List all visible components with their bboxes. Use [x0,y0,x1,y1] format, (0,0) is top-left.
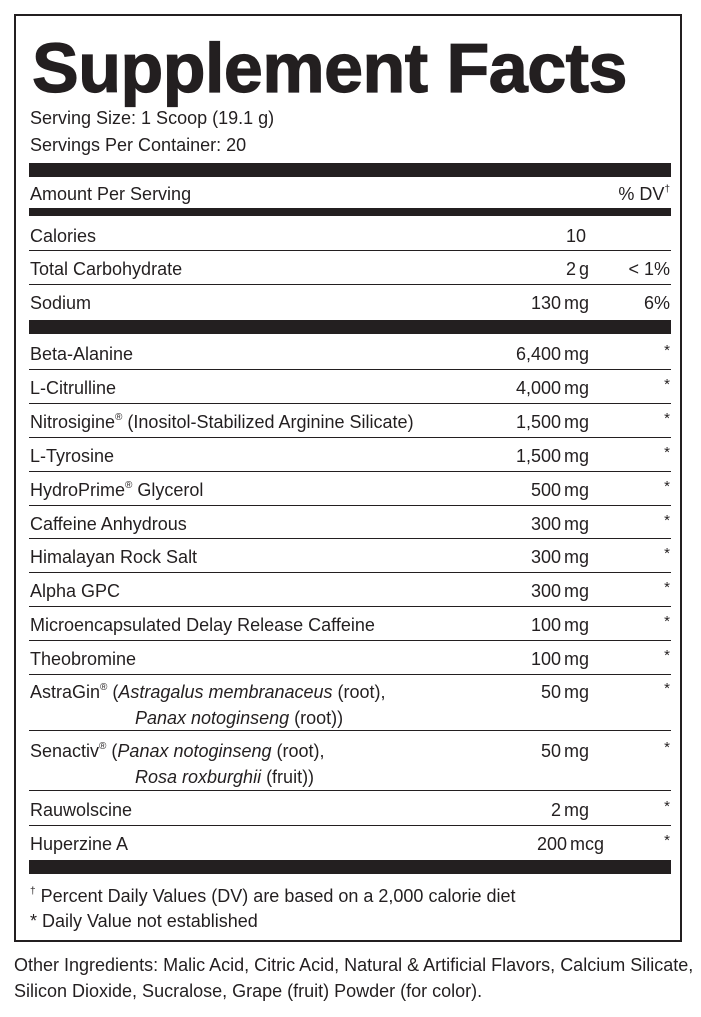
dv-header: % DV† [618,184,670,204]
row-divider [29,505,671,506]
thick-divider [29,320,671,334]
row-divider [29,640,671,641]
thick-divider [29,860,671,874]
row-divider [29,538,671,539]
row-divider [29,250,671,251]
row-divider [29,369,671,370]
row-divider [29,284,671,285]
thick-divider [29,163,671,177]
row-divider [29,730,671,731]
row-divider [29,606,671,607]
row-divider [29,471,671,472]
medium-divider [29,208,671,216]
row-divider [29,674,671,675]
footnote-not-established: * Daily Value not established [30,911,258,931]
amount-per-serving-label: Amount Per Serving [30,184,192,204]
supplement-facts-panel: Supplement Facts Serving Size: 1 Scoop (19.1 g) Servings Per Container: 20 Amount Per Serving % DV† Calories 10 Total Carbohydrate 2 g < 1% Sodium 130 mg 6% Beta-Alanine 6,400 mg * L-Citrulline 4,000 mg * Nitrosigine® (Inositol-Stabilized Arginine Silicate) 1,500 mg * L-Tyrosine 1,500 mg * HydroPrime® Glycerol 500 mg * Caffeine Anhydrous 300 mg * Himalayan Rock Salt 300 mg * Alpha GPC 300 mg * Microencapsulated Delay Release Caffeine 100 mg * Theobromine 100 mg * AstraGin® (Astragalus membranaceus (root), Panax notoginseng (root)) 50 mg * Senactiv® (Panax notoginseng (root), Rosa roxburghii (fruit)) 50 mg * Rauwolscine 2 mg * Huperzine A 200 mcg * † Percent Daily Values (DV) are based on a 2,000 calorie diet * Daily Value not established [14,14,682,942]
panel-title: Supplement Facts [32,29,627,107]
footnote-dv: † Percent Daily Values (DV) are based on a 2,000 calorie diet [30,886,516,906]
serving-size: Serving Size: 1 Scoop (19.1 g) [30,108,275,128]
row-divider [29,790,671,791]
row-divider [29,572,671,573]
row-divider [29,437,671,438]
row-divider [29,825,671,826]
row-divider [29,403,671,404]
servings-per-container: Servings Per Container: 20 [30,135,247,155]
other-ingredients: Other Ingredients: Malic Acid, Citric Acid, Natural & Artificial Flavors, Calcium Silicate, Silicon Dioxide, Sucralose, Grape (fruit) Powder (for color). [14,955,694,1001]
